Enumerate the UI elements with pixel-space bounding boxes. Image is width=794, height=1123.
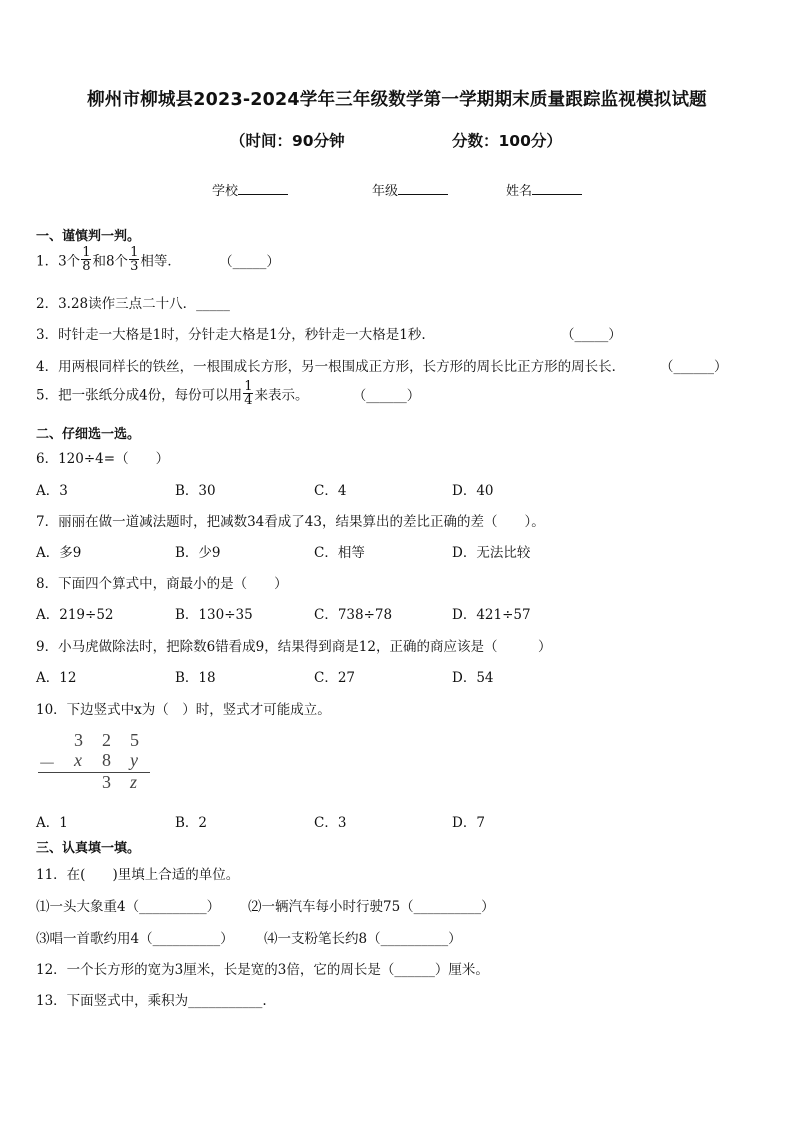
option-c[interactable]: C．3: [314, 815, 347, 831]
fraction-numerator: 1: [130, 245, 139, 260]
digit-y: y: [130, 750, 138, 770]
option-d[interactable]: D．421÷57: [452, 607, 531, 623]
option-c[interactable]: C．4: [314, 483, 347, 499]
section-3-heading: 三、认真填一填。: [36, 841, 141, 856]
question-5-text-b: 来表示。: [254, 387, 309, 404]
question-1-text-b: 和8个: [92, 253, 129, 270]
answer-blank-5[interactable]: （______）: [352, 387, 421, 404]
option-d[interactable]: D．40: [452, 483, 494, 499]
digit: 5: [130, 730, 139, 750]
question-10: 10．下边竖式中x为（ ）时，竖式才可能成立。: [36, 702, 331, 718]
question-11: 11．在( )里填上合适的单位。: [36, 867, 240, 883]
option-b[interactable]: B．少9: [175, 545, 221, 561]
grade-label: 年级: [372, 184, 399, 199]
section-1-heading: 一、谨慎判一判。: [36, 229, 141, 244]
question-4: 4．用两根同样长的铁丝，一根围成长方形，另一根围成正方形，长方形的周长比正方形的周长长．: [36, 359, 626, 375]
option-a[interactable]: A．1: [36, 815, 68, 831]
digit: 3: [102, 772, 111, 792]
question-5: [36, 380, 420, 407]
question-1-text-c: 相等．: [140, 253, 181, 270]
digit-x: x: [74, 750, 82, 770]
digit: 3: [74, 730, 83, 750]
digit: 8: [102, 750, 111, 770]
digit: 2: [102, 730, 111, 750]
option-b[interactable]: B．130÷35: [175, 607, 253, 623]
question-7: 7．丽丽在做一道减法题时，把减数34看成了43，结果算出的差比正确的差（ ）。: [36, 514, 545, 530]
grade-field[interactable]: [372, 180, 448, 199]
option-a[interactable]: A．12: [36, 670, 77, 686]
fraction-denominator: 8: [82, 259, 91, 274]
minus-sign: －: [38, 754, 56, 774]
option-c[interactable]: C．27: [314, 670, 356, 686]
option-a[interactable]: A．多9: [36, 545, 82, 561]
fraction-one-fourth: [243, 380, 253, 407]
name-field[interactable]: [506, 180, 582, 199]
question-1: [36, 246, 280, 273]
name-label: 姓名: [506, 184, 533, 199]
vertical-subtraction: [36, 728, 156, 798]
fraction-denominator: 4: [244, 393, 253, 408]
option-a[interactable]: A．219÷52: [36, 607, 114, 623]
digit-z: z: [130, 772, 138, 792]
fraction-one-third: [129, 246, 139, 273]
question-12: 12．一个长方形的宽为3厘米，长是宽的3倍，它的周长是（______）厘米。: [36, 962, 489, 978]
section-2-heading: 二、仔细选一选。: [36, 427, 141, 442]
option-b[interactable]: B．2: [175, 815, 208, 831]
question-11-part-2[interactable]: ⑵一辆汽车每小时行驶75（__________）: [248, 899, 495, 915]
school-blank[interactable]: [238, 181, 288, 195]
answer-blank-1[interactable]: （_____）: [219, 253, 280, 270]
option-d[interactable]: D．无法比较: [452, 545, 531, 561]
answer-blank-3[interactable]: （_____）: [561, 327, 622, 343]
question-6: 6．120÷4=（ ）: [36, 451, 170, 467]
fraction-denominator: 3: [130, 259, 139, 274]
question-9: 9．小马虎做除法时，把除数6错看成9，结果得到商是12，正确的商应该是（ ）: [36, 639, 552, 655]
fraction-one-eighth: [81, 246, 91, 273]
school-label: 学校: [212, 184, 239, 199]
option-d[interactable]: D．7: [452, 815, 485, 831]
option-b[interactable]: B．30: [175, 483, 216, 499]
school-field[interactable]: [212, 180, 288, 199]
answer-blank-4[interactable]: （______）: [660, 359, 728, 375]
grade-blank[interactable]: [398, 181, 448, 195]
question-11-part-3[interactable]: ⑶唱一首歌约用4（__________）: [36, 931, 234, 947]
option-c[interactable]: C．相等: [314, 545, 365, 561]
time-label: （时间：90分钟: [230, 132, 345, 150]
fraction-numerator: 1: [244, 379, 253, 394]
name-blank[interactable]: [532, 181, 582, 195]
question-3: 3．时针走一大格是1时，分针走大格是1分，秒针走一大格是1秒.: [36, 327, 426, 343]
question-1-text-a: 1．3个: [36, 253, 81, 270]
question-2: 2．3.28读作三点二十八．_____: [36, 296, 230, 312]
option-d[interactable]: D．54: [452, 670, 494, 686]
option-a[interactable]: A．3: [36, 483, 68, 499]
question-13: 13．下面竖式中，乘积为___________.: [36, 993, 267, 1009]
question-5-text-a: 5．把一张纸分成4份，每份可以用: [36, 387, 243, 404]
option-b[interactable]: B．18: [175, 670, 216, 686]
fraction-numerator: 1: [82, 245, 91, 260]
question-11-part-1[interactable]: ⑴一头大象重4（__________）: [36, 899, 221, 915]
option-c[interactable]: C．738÷78: [314, 607, 393, 623]
question-11-part-4[interactable]: ⑷一支粉笔长约8（__________）: [264, 931, 462, 947]
score-label: 分数：100分）: [452, 132, 562, 150]
page-title: 柳州市柳城县2023-2024学年三年级数学第一学期期末质量跟踪监视模拟试题: [87, 90, 707, 110]
question-8: 8．下面四个算式中，商最小的是（ ）: [36, 576, 288, 592]
